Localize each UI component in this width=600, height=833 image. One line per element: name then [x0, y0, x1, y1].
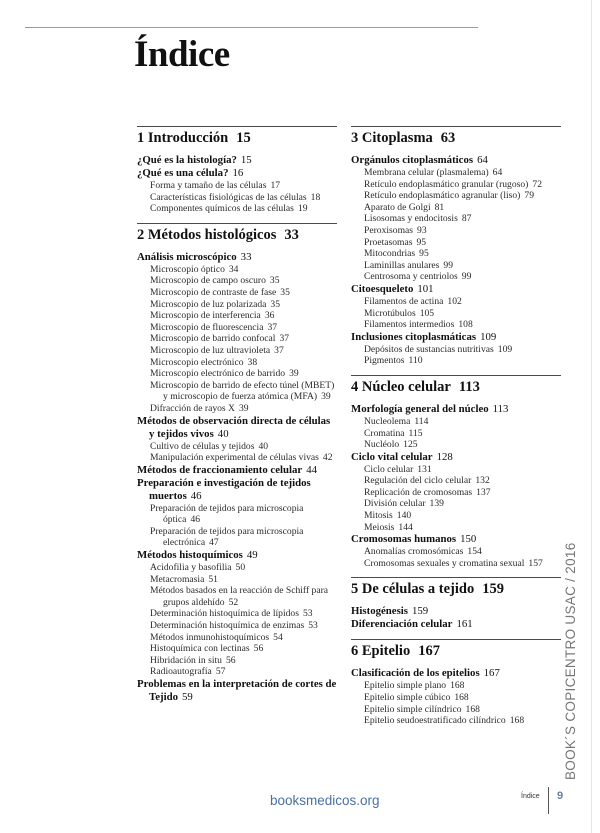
entry-page-number: 64 [477, 154, 488, 166]
entry-page-number: 59 [182, 691, 193, 703]
entry-text: Determinación histoquímica de lípidos [150, 608, 299, 620]
entry-page-number: 157 [528, 557, 543, 569]
entry-page-number: 37 [267, 321, 278, 333]
entry-page-number: 35 [280, 286, 290, 298]
toc-subentry[interactable] [137, 585, 337, 608]
toc-subentry[interactable] [351, 439, 561, 451]
entry-page-number: 109 [497, 343, 513, 355]
toc-subentry[interactable] [351, 308, 561, 320]
chapter-page-number: 113 [458, 378, 480, 395]
entry-page-number: 49 [246, 549, 258, 562]
toc-subentry[interactable] [351, 487, 561, 499]
entry-text: Manipulación experimental de células vivas [150, 452, 319, 464]
entry-page-number: 93 [417, 224, 427, 236]
entry-page-number: 125 [403, 439, 418, 451]
entry-text: Microscopio óptico [150, 263, 225, 275]
entry-text: Replicación de cromosomas [364, 486, 473, 498]
entry-page-number: 113 [492, 402, 509, 415]
entry-text: Ciclo celular [364, 463, 414, 475]
toc-subentry[interactable] [351, 213, 561, 225]
toc-section-entry[interactable] [351, 605, 561, 618]
toc-subentry[interactable] [137, 368, 337, 380]
entry-page-number: 38 [247, 356, 258, 368]
entry-text: Anomalías cromosómicas [364, 546, 464, 558]
toc-column-left [137, 126, 337, 712]
entry-text: Problemas en la interpretación de cortes de Tejido [137, 678, 337, 703]
entry-page-number: 56 [253, 643, 264, 655]
entry-text: Microscopio electrónico [150, 356, 244, 368]
toc-section-entry[interactable] [137, 549, 337, 562]
entry-page-number: 35 [269, 275, 280, 287]
entry-text: Diferenciación celular [351, 618, 453, 631]
toc-section-entry[interactable] [137, 154, 337, 167]
entry-text: Métodos histoquímicos [137, 549, 243, 562]
entry-page-number: 47 [209, 537, 219, 549]
entry-page-number: 18 [310, 191, 321, 203]
toc-column-right [351, 126, 561, 735]
chapter-title-text: 3 Citoplasma [351, 130, 433, 146]
entry-page-number: 56 [225, 654, 236, 666]
entry-text: Cultivo de células y tejidos [150, 440, 255, 452]
entry-text: Mitosis [364, 510, 393, 522]
toc-section-entry[interactable] [351, 283, 561, 296]
entry-page-number: 95 [416, 236, 427, 248]
toc-subentry[interactable] [351, 167, 561, 179]
toc-subentry[interactable] [137, 441, 337, 453]
toc-subentry[interactable] [351, 179, 561, 191]
entry-page-number: 137 [476, 486, 491, 498]
entry-text: Cromatina [364, 427, 405, 439]
toc-subentry[interactable] [137, 666, 337, 678]
toc-subentry[interactable] [137, 632, 337, 644]
entry-page-number: 168 [465, 703, 480, 715]
entry-text: Mitocondrias [364, 248, 416, 260]
entry-page-number: 42 [322, 452, 333, 464]
entry-page-number: 16 [232, 167, 244, 179]
toc-subentry[interactable] [137, 275, 337, 287]
entry-text: Acidofilia y basofilia [150, 562, 232, 574]
chapter-title[interactable] [137, 130, 337, 147]
toc-subentry[interactable] [351, 464, 561, 476]
chapter-title-text: 5 De células a tejido [351, 581, 475, 598]
entry-text: Histogénesis [351, 605, 408, 618]
entry-text: Métodos de observación directa de células y tejidos vivos [137, 414, 331, 440]
entry-text: Centrosoma y centriolos [364, 271, 458, 283]
footer-section-label: Índice [521, 793, 540, 800]
entry-text: Características fisiológicas de las células [150, 191, 307, 203]
toc-section-entry[interactable] [351, 533, 561, 546]
toc-subentry[interactable] [137, 608, 337, 620]
entry-page-number: 161 [456, 618, 473, 631]
entry-text: Laminillas anulares [364, 259, 440, 271]
toc-subentry[interactable] [351, 319, 561, 331]
toc-subentry[interactable] [351, 475, 561, 487]
toc-subentry[interactable] [351, 428, 561, 440]
toc-section-entry[interactable] [351, 667, 561, 680]
entry-page-number: 108 [458, 319, 473, 331]
chapter [137, 223, 337, 704]
entry-page-number: 54 [273, 631, 283, 643]
entry-page-number: 115 [408, 427, 423, 439]
entry-text: Microtúbulos [364, 307, 416, 319]
toc-section-entry[interactable] [351, 618, 561, 631]
entry-page-number: 128 [436, 450, 453, 463]
entry-text: Microscopio de interferencia [150, 310, 261, 322]
toc-subentry[interactable] [137, 643, 337, 655]
entry-page-number: 139 [429, 498, 444, 510]
entry-text: Microscopio de campo oscuro [150, 275, 266, 287]
entry-text: Epitelio simple plano [364, 680, 447, 692]
entry-page-number: 19 [297, 203, 308, 215]
entry-text: Métodos basados en la reacción de Schiff para grupos aldehído [150, 585, 329, 608]
entry-text: Membrana celular (plasmalema) [364, 167, 489, 178]
entry-text: Difracción de rayos X [150, 402, 235, 414]
entry-text: Análisis microscópico [137, 250, 237, 263]
entry-page-number: 131 [417, 463, 432, 475]
toc-subentry[interactable] [351, 416, 561, 428]
entry-page-number: 159 [411, 605, 429, 618]
chapter [351, 639, 561, 726]
toc-subentry[interactable] [137, 322, 337, 334]
page-title: Índice [134, 34, 230, 75]
chapter-rule [137, 223, 337, 224]
entry-page-number: 168 [450, 680, 465, 692]
toc-subentry[interactable] [351, 271, 561, 283]
chapter-title[interactable] [351, 379, 561, 396]
chapter [351, 375, 561, 570]
page-edge-line [591, 0, 592, 833]
entry-text: Métodos inmunohistoquímicos [150, 631, 270, 643]
entry-text: ¿Qué es una célula? [137, 167, 229, 179]
entry-page-number: 46 [190, 489, 202, 502]
footer-website-link[interactable]: booksmedicos.org [270, 793, 380, 808]
entry-page-number: 168 [509, 715, 525, 727]
entry-page-number: 99 [461, 271, 472, 283]
entry-text: Metacromasia [150, 573, 205, 585]
entry-page-number: 110 [408, 355, 423, 367]
entry-text: Forma y tamaño de las células [150, 180, 267, 191]
toc-subentry[interactable] [351, 202, 561, 214]
toc-subentry[interactable] [137, 192, 337, 204]
toc-subentry[interactable] [351, 715, 561, 727]
chapter-page-number: 15 [236, 130, 251, 146]
toc-subentry[interactable] [137, 345, 337, 357]
toc-subentry[interactable] [137, 357, 337, 369]
chapter-page-number: 167 [418, 643, 440, 660]
entry-page-number: 53 [308, 620, 318, 632]
entry-page-number: 50 [235, 562, 246, 574]
entry-text: Orgánulos citoplasmáticos [351, 154, 474, 166]
entry-text: Depósitos de sustancias nutritivas [364, 343, 494, 355]
entry-text: Regulación del ciclo celular [364, 475, 472, 487]
toc-subentry[interactable] [137, 574, 337, 586]
entry-text: Determinación histoquímica de enzimas [150, 620, 305, 632]
toc-section-entry[interactable] [137, 415, 337, 441]
toc-subentry[interactable] [351, 355, 561, 367]
entry-page-number: 64 [492, 167, 503, 178]
entry-text: División celular [364, 498, 426, 510]
entry-page-number: 99 [443, 259, 453, 271]
toc-section-entry[interactable] [137, 167, 337, 180]
toc-subentry[interactable] [351, 296, 561, 308]
entry-text: Retículo endoplasmático agranular (liso) [364, 190, 521, 202]
toc-subentry[interactable] [137, 403, 337, 415]
toc-subentry[interactable] [351, 260, 561, 272]
chapter [137, 126, 337, 215]
entry-text: Componentes químicos de las células [150, 203, 294, 215]
toc-section-entry[interactable] [351, 154, 561, 167]
toc-section-entry[interactable] [351, 331, 561, 344]
side-stamp-text: BOOK´S COPICENTRO USAC / 2016 [563, 542, 578, 780]
toc-subentry[interactable] [351, 248, 561, 260]
toc-subentry[interactable] [351, 344, 561, 356]
entry-text: Proetasomas [364, 236, 413, 248]
chapter-page-number: 33 [284, 226, 299, 243]
entry-text: Microscopio de luz polarizada [150, 298, 267, 310]
entry-page-number: 101 [417, 282, 434, 295]
entry-text: Microscopio de contraste de fase [150, 286, 277, 298]
entry-text: Hibridación in situ [150, 654, 222, 666]
entry-page-number: 81 [434, 201, 445, 213]
entry-text: Retículo endoplasmático granular (rugoso) [364, 178, 529, 190]
entry-page-number: 95 [419, 248, 429, 260]
entry-text: Filamentos intermedios [364, 319, 455, 331]
entry-page-number: 39 [321, 391, 331, 403]
chapter-title[interactable] [351, 581, 561, 598]
entry-text: Cromosomas humanos [351, 533, 457, 546]
toc-section-entry[interactable] [137, 477, 337, 503]
toc-section-entry[interactable] [137, 464, 337, 477]
toc-section-entry[interactable] [351, 451, 561, 464]
entry-text: Microscopio de fluorescencia [150, 321, 264, 333]
entry-page-number: 40 [258, 440, 269, 452]
toc-subentry[interactable] [351, 692, 561, 704]
entry-text: Epitelio seudoestratificado cilíndrico [364, 715, 506, 727]
entry-text: Morfología general del núcleo [351, 402, 489, 415]
toc-subentry[interactable] [351, 522, 561, 534]
entry-page-number: 36 [264, 310, 275, 322]
toc-subentry[interactable] [137, 180, 337, 192]
entry-text: Nucleolema [364, 415, 411, 427]
entry-page-number: 39 [289, 368, 299, 380]
chapter-title-text: 1 Introducción [137, 130, 229, 146]
entry-text: Histoquímica con lectinas [150, 643, 250, 655]
chapter-title-text: 2 Métodos histológicos [137, 226, 277, 243]
toc-subentry[interactable] [137, 452, 337, 464]
toc-subentry[interactable] [351, 498, 561, 510]
toc-subentry[interactable] [137, 333, 337, 345]
entry-page-number: 39 [238, 402, 249, 414]
entry-page-number: 15 [240, 154, 252, 166]
entry-text: ¿Qué es la histología? [137, 154, 237, 166]
entry-text: Microscopio de barrido de efecto túnel (MBET) y microscopio de fuerza atómica (MFA) [150, 379, 335, 403]
entry-text: Nucléolo [364, 439, 400, 451]
entry-text: Aparato de Golgi [364, 201, 431, 213]
entry-page-number: 154 [467, 546, 482, 558]
entry-text: Epitelio simple cúbico [364, 692, 451, 704]
entry-page-number: 57 [215, 666, 226, 678]
entry-page-number: 168 [454, 692, 469, 704]
toc-subentry[interactable] [137, 526, 337, 549]
toc-subentry[interactable] [351, 225, 561, 237]
entry-text: Preparación e investigación de tejidos muertos [137, 476, 311, 502]
side-stamp [564, 530, 584, 780]
entry-page-number: 37 [279, 333, 290, 345]
chapter-rule [351, 126, 561, 127]
entry-page-number: 35 [270, 298, 281, 310]
header-rule [25, 27, 478, 28]
toc-subentry[interactable] [137, 380, 337, 403]
toc-subentry[interactable] [351, 704, 561, 716]
toc-subentry[interactable] [137, 264, 337, 276]
chapter-page-number: 159 [482, 581, 504, 598]
entry-page-number: 37 [274, 344, 284, 356]
toc-subentry[interactable] [137, 310, 337, 322]
entry-text: Ciclo vital celular [351, 450, 433, 463]
entry-page-number: 87 [461, 213, 472, 225]
toc-subentry[interactable] [351, 190, 561, 202]
chapter-title[interactable] [351, 643, 561, 660]
entry-page-number: 144 [398, 521, 413, 533]
toc-subentry[interactable] [137, 503, 337, 526]
chapter-rule [137, 126, 337, 127]
chapter [351, 126, 561, 367]
chapter [351, 577, 561, 631]
entry-page-number: 72 [532, 178, 542, 190]
chapter-rule [351, 577, 561, 578]
entry-text: Lisosomas y endocitosis [364, 213, 458, 225]
entry-page-number: 46 [190, 514, 201, 526]
entry-text: Meiosis [364, 521, 395, 533]
toc-subentry[interactable] [351, 237, 561, 249]
page-number: 9 [557, 790, 564, 802]
chapter-title-text: 6 Epitelio [351, 643, 411, 660]
toc-subentry[interactable] [137, 203, 337, 215]
entry-text: Pigmentos [364, 355, 405, 367]
entry-page-number: 79 [524, 190, 534, 202]
toc-section-entry[interactable] [137, 251, 337, 264]
toc-subentry[interactable] [351, 680, 561, 692]
chapter-rule [351, 639, 561, 640]
toc-subentry[interactable] [137, 620, 337, 632]
entry-page-number: 132 [475, 475, 490, 487]
entry-page-number: 140 [396, 510, 412, 522]
entry-text: Radioautografía [150, 666, 212, 678]
toc-section-entry[interactable] [351, 403, 561, 416]
entry-text: Inclusiones citoplasmáticas [351, 330, 477, 343]
entry-text: Microscopio de barrido confocal [150, 333, 276, 345]
entry-page-number: 105 [419, 307, 435, 319]
entry-page-number: 53 [302, 608, 313, 620]
chapter-title[interactable] [351, 130, 561, 147]
entry-text: Citoesqueleto [351, 282, 414, 295]
entry-page-number: 102 [447, 295, 462, 307]
toc-subentry[interactable] [137, 287, 337, 299]
entry-page-number: 109 [480, 330, 497, 343]
entry-text: Filamentos de actina [364, 295, 444, 307]
toc-subentry[interactable] [351, 546, 561, 558]
chapter-rule [351, 375, 561, 376]
entry-page-number: 52 [228, 596, 239, 608]
toc-subentry[interactable] [137, 299, 337, 311]
toc-subentry[interactable] [137, 655, 337, 667]
toc-subentry[interactable] [137, 562, 337, 574]
toc-section-entry[interactable] [137, 678, 337, 704]
entry-text: Clasificación de los epitelios [351, 667, 480, 680]
entry-page-number: 40 [217, 427, 229, 440]
entry-text: Microscopio de luz ultravioleta [150, 344, 271, 356]
entry-text: Preparación de tejidos para microscopia óptica [150, 502, 304, 526]
entry-page-number: 17 [270, 180, 281, 191]
chapter-title-text: 4 Núcleo celular [351, 378, 451, 395]
entry-page-number: 51 [208, 573, 218, 585]
entry-text: Peroxisomas [364, 224, 414, 236]
entry-text: Preparación de tejidos para microscopia electrónica [150, 525, 304, 549]
toc-subentry[interactable] [351, 510, 561, 522]
entry-page-number: 114 [414, 415, 429, 427]
chapter-title[interactable] [137, 227, 337, 244]
chapter-page-number: 63 [440, 130, 456, 146]
entry-text: Métodos de fraccionamiento celular [137, 463, 303, 476]
entry-text: Cromosomas sexuales y cromatina sexual [364, 557, 525, 569]
entry-page-number: 150 [460, 533, 477, 546]
entry-page-number: 34 [228, 263, 239, 275]
entry-text: Microscopio electrónico de barrido [150, 368, 286, 380]
entry-page-number: 167 [483, 667, 500, 680]
entry-text: Epitelio simple cilíndrico [364, 703, 462, 715]
toc-subentry[interactable] [351, 558, 561, 570]
footer-divider [548, 787, 549, 814]
entry-page-number: 33 [240, 250, 252, 263]
entry-page-number: 44 [306, 463, 318, 476]
